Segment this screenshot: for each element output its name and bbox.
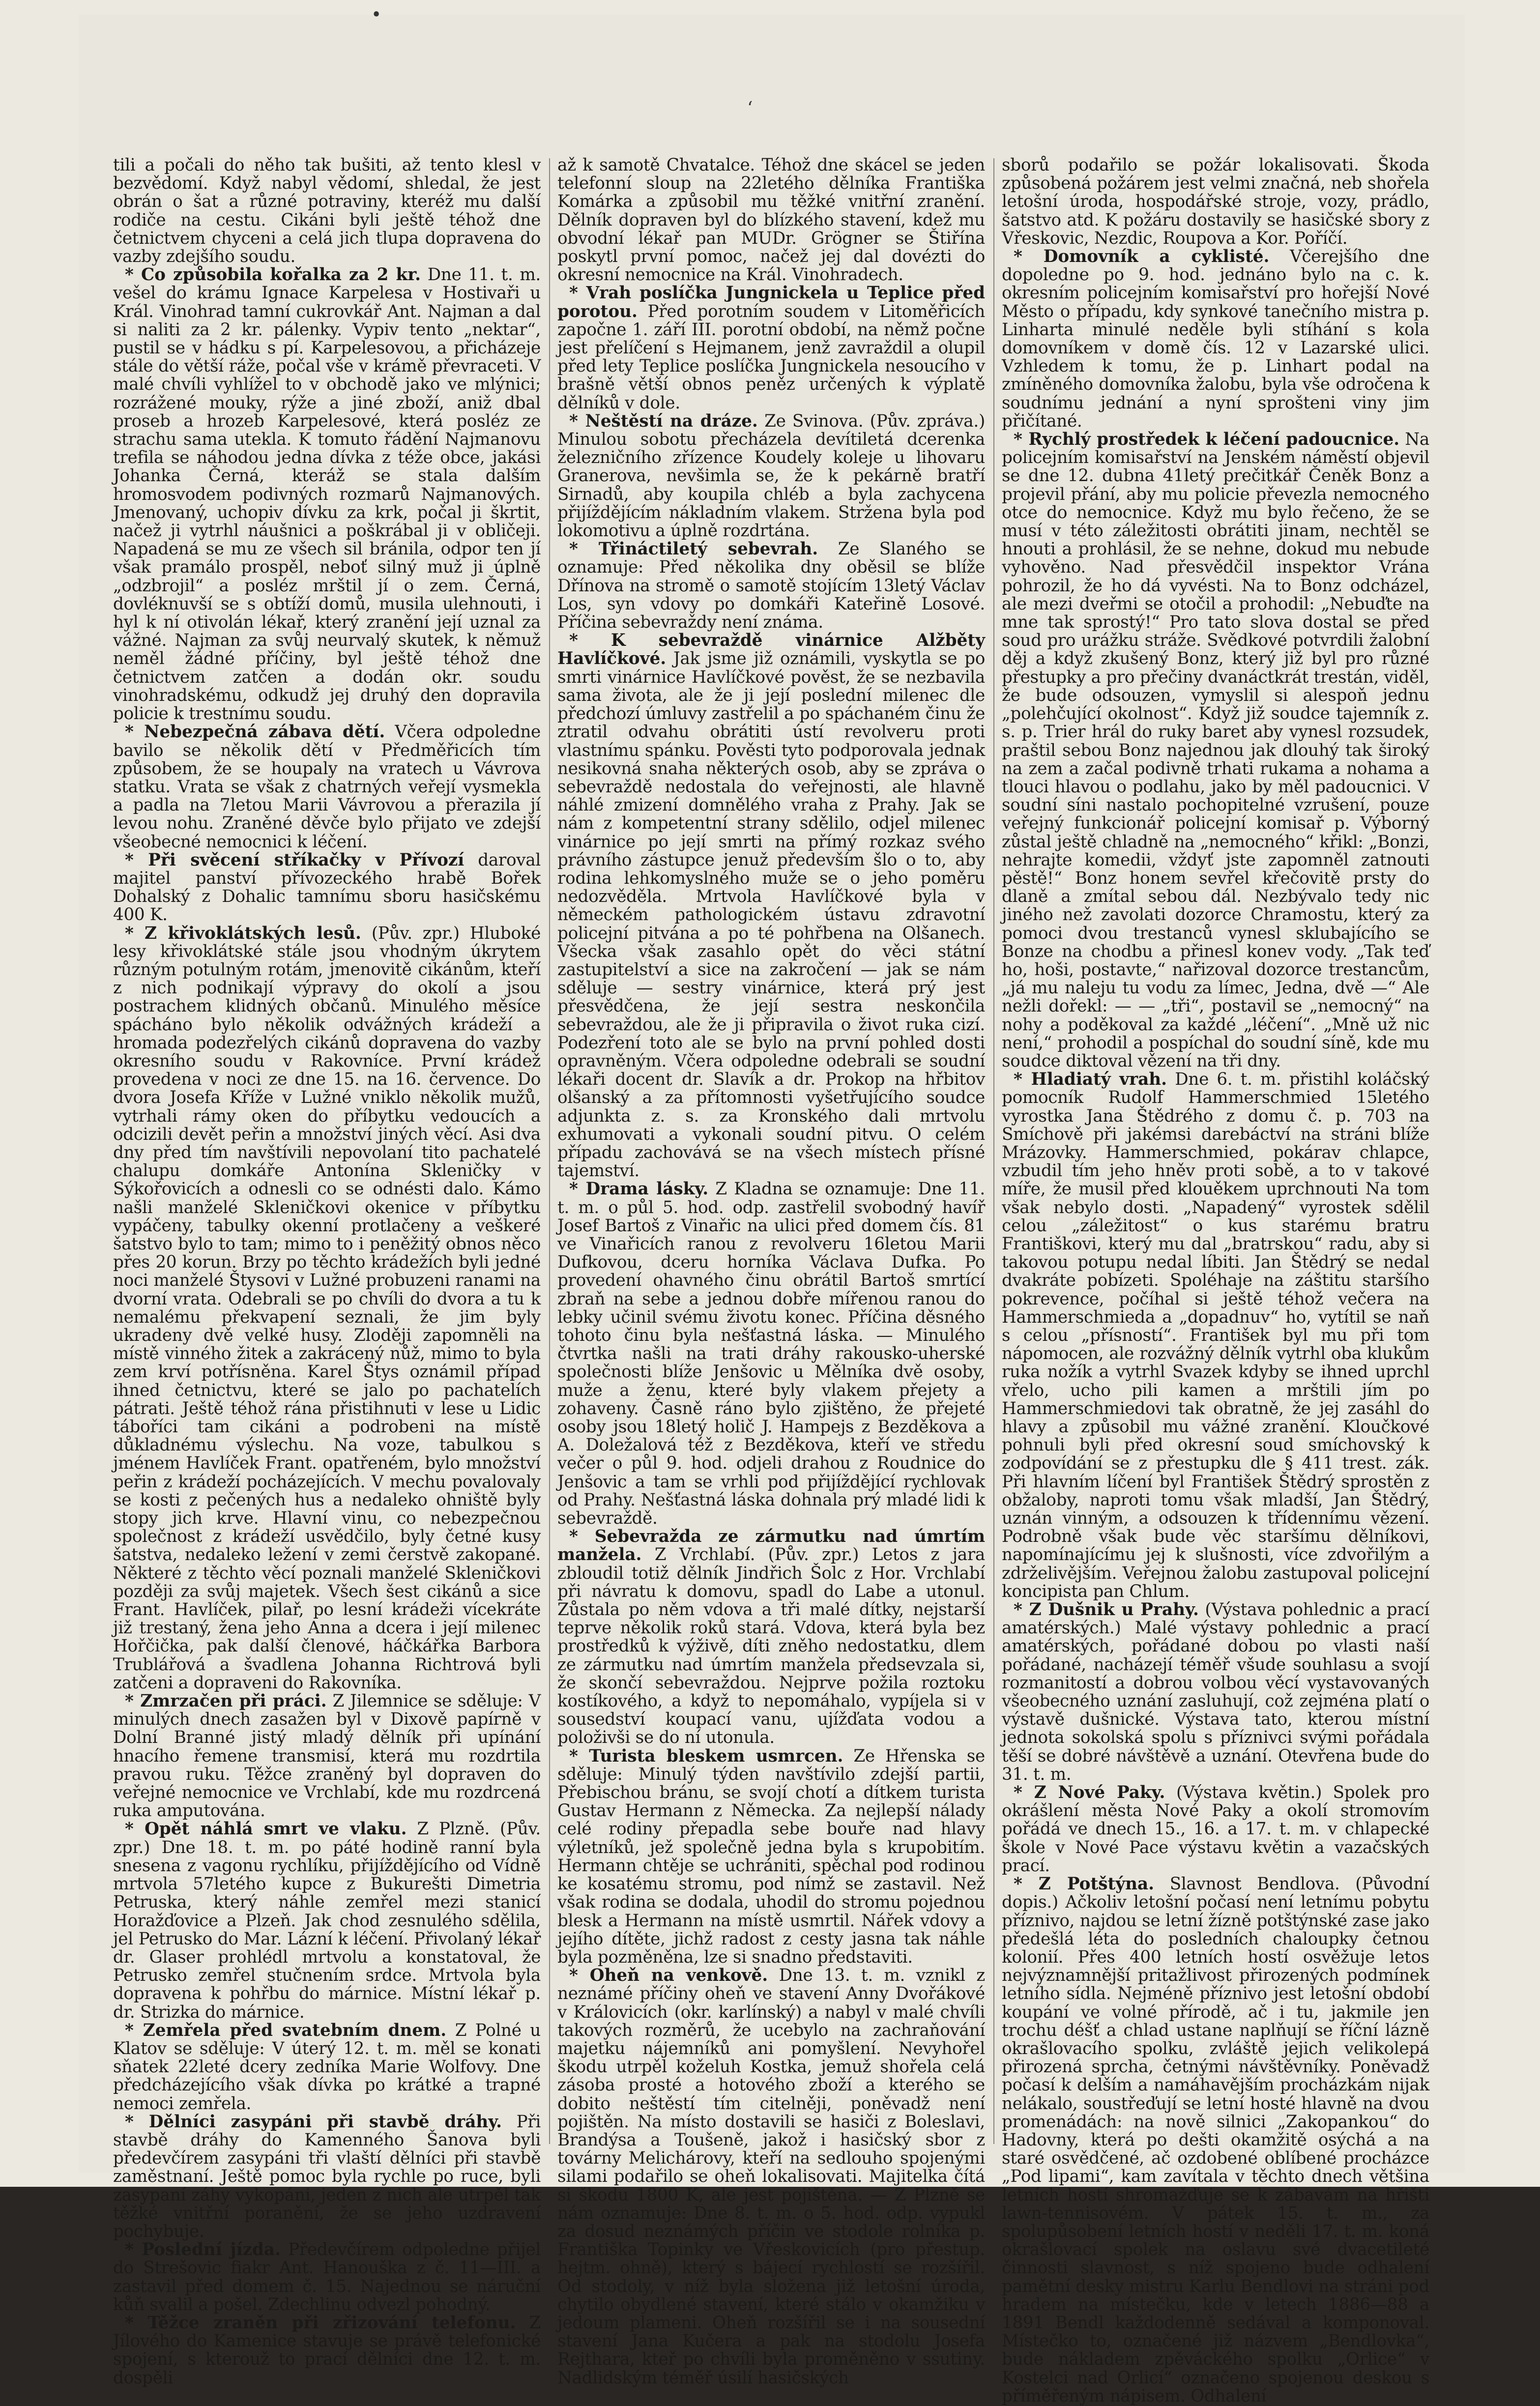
news-text: Včerejšího dne dopoledne po 9. hod. jednáno bylo na c. k. okresním policejním komisařství pro hořejší Nové Město o případu, kdy synkové tanečního mistra p. Linharta minulé neděle byli stíhání s kola domovníkem v domě čís. 12 v Lazarské ulici. Vzhledem k tomu, že p. Linhart podal na zmíněného domovníka žalobu, byla vše odročena k soudnímu jednání a nyní sprošteni viny jim přičítané. <box>1002 247 1429 431</box>
news-item <box>557 1967 985 2387</box>
news-item <box>113 1692 541 1820</box>
news-text: Z Kladna se oznamuje: Dne 11. t. m. o půl 5. hod. odp. zastřelil svobodný havíř Josef Bartoš z Vinařic na ulici před domem čís. 81 ve Vinařicích ranou z revolveru 16letou Marii Dufkovou, dceru horníka Václava Dufka. Po provedení ohavného činu obrátil Bartoš smrtící zbraň na sebe a jednou dobře mířenou ranou do lebky učinil svému životu konec. Příčina děsného tohoto činu byla nešťastná láska. — Minulého čtvrtka našli na trati dráhy rakousko-uherské společnosti blíže Jenšovic u Mělníka dvě osoby, muže a ženu, které byly vlakem přejety a zohaveny. Časně ráno bylo zjištěno, že přejeté osoby jsou 18letý holič J. Hampejs z Bezděkova a A. Doležalová též z Bezděkova, kteří ve středu večer o půl 9. hod. odjeli drahou z Roudnice do Jenšovic a tam se vrhli pod přijíždějící rychlovak od Prahy. Nešťastná láska dohnala prý mladé lidi k sebevraždě. <box>557 1179 985 1529</box>
news-item <box>113 2314 541 2387</box>
news-headline: * K sebevraždě vinárnice Alžběty Havlíčkové. <box>557 631 985 669</box>
news-text: Ze Hřenska se sděluje: Minulý týden navštívilo zdejší partii, Přebischou bránu, se svojí chotí a dítkem turista Gustav Hermann z Německa. Za nejlepší nálady celé rodiny přepadla sebe bouře nad hlavy výletníků, jež společně jedna byla s krupobitím. Hermann chtěje se uchrániti, spěchal pod rodinou ke kosatému stromu, pod nímž se zastavil. Než však rodina se dodala, uhodil do stromu pojednou blesk a Hermann na místě usmrtil. Nářek vdovy a jejího dítěte, jichž radost z cesty jasna tak náhle byla pozměněna, lze si snadno představiti. <box>557 1746 985 1967</box>
news-text: Před porotním soudem v Litoměřicích započne 1. září III. porotní období, na němž počne jest přelíčení s Hejmanem, jenž zavraždil a olupil před lety Teplice poslíčka Jungnickela nesoucího v brašně větší obnos peněz určených k výplatě dělníků v dole. <box>557 301 985 413</box>
news-headline: * Oheň na venkově. <box>569 1966 768 1986</box>
news-item <box>113 2022 541 2113</box>
news-item <box>557 156 985 284</box>
news-text: Včera odpoledne bavilo se několik dětí v Předměřicích tím způsobem, že se houpaly na vratech u Vávrova statku. Vrata se však z chatrných veřejí vysmekla a padla na 7letou Marii Vávrovou a přerazila jí levou nohu. Zraněné děvče bylo přijato ve zdejší všeobecné nemocnici k léčení. <box>113 722 541 852</box>
news-item <box>113 2241 541 2314</box>
news-headline: * Z Nové Paky. <box>1014 1783 1165 1803</box>
news-headline: * Domovník a cyklisté. <box>1014 247 1270 267</box>
news-item <box>557 540 985 632</box>
news-headline: * Z Potštýna. <box>1014 1874 1155 1894</box>
news-item <box>557 632 985 1180</box>
news-headline: * Nebezpečná zábava dětí. <box>125 722 385 742</box>
news-text: Z Jilemnice se sděluje: V minulých dnech zasažen byl v Dixově papírně v Dolní Branné jistý mladý dělník při upínání hnacího řemene transmisí, která mu rozdrtila pravou ruku. Těžce zraněný byl dopraven do veřejné nemocnice ve Vrchlabí, kde mu rozdrcená ruka amputována. <box>113 1691 541 1821</box>
news-item <box>557 1747 985 1967</box>
news-item <box>557 284 985 412</box>
news-item <box>1002 1071 1429 1601</box>
news-headline: * Rychlý prostředek k léčení padoucnice. <box>1014 430 1400 450</box>
news-item <box>557 1180 985 1528</box>
news-headline: * Z Dušnik u Prahy. <box>1014 1600 1199 1620</box>
news-headline: * Zmrzačen při práci. <box>125 1691 327 1711</box>
news-text: daroval majitel panství přívozeckého hrabě Bořek Dohalský z Dohalic tamnímu sboru hasičskému 400 K. <box>113 850 541 925</box>
news-headline: * Třináctiletý sebevrah. <box>569 539 818 559</box>
news-item <box>113 1820 541 2021</box>
news-item <box>557 412 985 540</box>
news-item <box>1002 1875 1429 2406</box>
news-headline: * Těžce zraněn při zřizování telefonu. <box>125 2313 516 2333</box>
news-text: Ze Svinova. (Pův. zpráva.) Minulou sobotu přecházela devítiletá dcerenka železničního zřízence Koudely koleje u lihovaru Granerova, nevšimla se, že k pekárně bratří Sirnadů, aby koupila chléb a byla zachycena přijíždějícím nákladním vlakem. Stržena byla pod lokomotivu a úplně rozdrtána. <box>557 411 985 541</box>
news-text: Dne 6. t. m. přistihl koláčský pomocník Rudolf Hammerschmied 15letého vyrostka Jana Štědrého z domu č. p. 703 na Smíchově při jakémsi darebáctví na stráni blíže Mrázovky. Hammerschmied, pokárav chlapce, vzbudil tím jeho hněv proti sobě, a to v takové míře, že musil před klouěkem uprchnouti Na tom však nebylo dosti. „Napadený“ vyrostek sdělil celou „záležitost“ o kus starému bratru Františkovi, který mu dal „bratrskou“ radu, aby si takovou potupu nedal líbiti. Jan Štědrý se nedal dvakráte pobízeti. Spoléhaje na záštitu staršího pokrevence, počíhal si ještě téhož večera na Hammerschmieda a „dopadnuv“ ho, vytítil se naň s celou „přísností“. František byl mu při tom nápomocen, ale rozvážný dělník vytrhl oba klukům ruka nožík a vytrhl Svazek kdyby se ihned uprchl vřelo, ucho pili kamen a mrštili jím po Hammerschmiedovi tak obratně, že jej zasáhl do hlavy a způsobil mu vážné zranění. Kloučkové pohnuli byli před okresní soud smíchovský k zodpovídání se z přestupku dle § 411 trest. zák. Při hlavním líčení byl František Štědrý sprostěn z obžaloby, naproti tomu však mladší, Jan Štědrý, uznán vinným, a odsouzen k třídennímu vězení. Podrobně však bude věc staršímu dělníkovi, napomínajícímu jej k slušnosti, více zdvořilým a zdrželivějším. Veřejnou žalobu zastupoval policejní koncipista pan Chlum. <box>1002 1070 1429 1601</box>
news-item <box>113 2113 541 2241</box>
news-text: Slavnost Bendlova. (Původní dopis.) Ačkoliv letošní počasí není letnímu pobytu příznivo, najdou se letní žízně potštýnské zase jako předešlá léta do posledních chaloupky četnou kolonií. Přes 400 letních hostí osvěžuje letos nejvýznamnější pritažlivost přirozených podmínek letního sídla. Nejméně příznivo jest letošní období koupání ve volné přírodě, ač i tu, jakmile jen trochu déšť a chlad ustane naplňují se říční lázně okrašlovacího spolku, zvláště jejich velikolepá přirozená sprcha, četnými návštěvníky. Poněvadž počasí k delším a namáhavějším procházkám nijak nelákalo, soustřeďují se letní hosté hlavně na dvou promenádách: na nově silnici „Zakopankou“ do Hadovny, která po dešti okamžitě osýchá a na staré osvědčené, ač ozdobené oblíbené procházce „Pod lipami“, kam zavítala v těchto dnech většina letních hostí shromažďuje se k zábavám na hřišti lawn-tennisovém. V pátek 15. t. m., za spolupůsobení letních hostí v neděli 17. t. m. koná okrašlovací spolek na oslavu své dvacetileté činnosti slavnost, s níž spojeno bude odhalení pamětní desky mistru Karlu Bendlovi na stráni pod hradem na místečku, kde v letech 1886—88 a 1891 Bendl každodenně sedával a komponoval. Místečko to, označené již názvem „Bendlovka“, bude nákladem zpěváckého spolku „Orlice“ v Kostelci nad Orlicí“ označeno spojenou deskou s příměřeným nápisem. Odhalení <box>1002 1874 1429 2406</box>
news-column-3 <box>1002 155 1429 2406</box>
news-item <box>1002 431 1429 1071</box>
news-text: sborů podařilo se požár lokalisovati. Škoda způsobená požárem jest velmi značná, neb shořela letošní úroda, hospodářské stroje, vozy, prádlo, šatstvo atd. K požáru dostavily se hasičské sbory z Vřeskovic, Nezdic, Roupova a Kor. Poříčí. <box>1002 155 1429 248</box>
news-item <box>1002 156 1429 248</box>
news-headline: * Sebevražda ze zármutku nad úmrtím manžela. <box>557 1527 985 1565</box>
print-mark: ‘ <box>747 98 753 118</box>
news-text: tili a počali do něho tak bušiti, až tento klesl v bezvědomí. Když nabyl vědomí, shledal, že jest obrán o šat a různé potraviny, kteréž mu další rodiče na cestu. Cikáni byli ještě téhož dne četnictvem chyceni a celá jich tlupa dopravena do vazby zdejšího soudu. <box>113 155 541 267</box>
news-text: Dne 11. t. m. vešel do krámu Ignace Karpelesa v Hostivaři u Král. Vinohrad tamní cukrovkář Ant. Najman a dal si naliti za 2 kr. pálenky. Vypiv tento „nektar“, pustil se v hádku s pí. Karpelesovou, a přicházeje stále do větší ráže, počal vše v krámě převraceti. V malé chvíli vyhlížel to v obchodě jako ve mlýnici; rozrážené mouky, rýže a jiné zboží, aniž dbal proseb a hrozeb Karpelesové, která posléz ze strachu sama utekla. K tomuto řádění Najmanovu trefila se náhodou jedna dívka z téže obce, jakási Johanka Černá, kteráž se stala dalším hromosvodem podivných rozmarů Najmanových. Jmenovaný, uchopiv dívku za krk, počal ji škrtit, načež ji vytrhl náušnici a poškrábal ji v obličeji. Napadená se mu ze všech sil bránila, odpor ten jí však pramálo prospěl, neboť silný muž ji úplně „odzbrojil“ a posléz mrštil jí o zem. Černá, dovléknuvší se s obtíží domů, musila ulehnouti, i hyl k ní otivolán lékař, který zranění její uznal za vážné. Najman za svůj neurvalý skutek, k němuž neměl žádné příčiny, byl ještě téhož dne četnictvem zatčen a dodán okr. soudu vinohradskému, odkudž jej druhý den dopravila policie k trestnímu soudu. <box>113 265 541 724</box>
news-headline: * Poslední jízda. <box>125 2240 281 2260</box>
news-text: Předevčírem odpoledne přijel do Strešovic fiakr Ant. Hanouška z č. 11—III. a zastavil před domem č. 15. Najednou se náruční kůň svalil a pošel. Zdechlinu odvezl pohodný. <box>113 2240 541 2315</box>
news-text: Z Jílového do Kamenice stavuje se právě telefonické spojení, s kterouž to prací dělníci dne 12. t. m. dospěli <box>113 2313 541 2388</box>
news-headline: * Turista bleskem usmrcen. <box>569 1746 843 1766</box>
news-text: Dne 13. t. m. vznikl z neznámé příčiny oheň ve stavení Anny Dvořákové v Královicích (okr. karlínský) a nabyl v malé chvíli takových rozměrů, že ucebylo na zachraňování majetku nájemníků ani pomyšlení. Nevyhořel škodu utrpěl koželuh Kostka, jemuž shořela celá zásoba prosté a hotového zboží a kterého se dobito neštěstí tím citelněji, poněvadž není pojištěn. Na místo dostavili se hasiči z Boleslavi, Brandýsa a Toušeně, jakož i hasičský sbor z továrny Melichárovy, kteří na sedlouho spojenými silami podařilo se oheň lokalisovati. Majitelka čítá si škodu 1800 K, ale jest pojištěna. — Z Plzně se nám oznamuje: Dne 8. t. m. o 5. hod. odp. vypukl za dosud neznámých příčin ve stodole rolníka p. Františka Topinky ve Vřeskovicích (pro přestup. hejtm. ohně), který s bájecí rychlostí se rozšířil. Od stodoly, v níž byla složena již letošní úroda, chytilo obydlené stavení, které stálo v okamžiku v jedoum plameni. Oheň rozšířil se i na sousední stavení Jana Kučera a pak na stodolu Josefa Rejthara, kteř po chvíli byla proměněno v ssutiny. Nadlidským téměř úsilí hasičských <box>557 1966 985 2388</box>
news-item <box>1002 1601 1429 1784</box>
news-headline: * Vrah poslíčka Jungnickela u Teplice před porotou. <box>557 283 985 321</box>
news-item <box>113 723 541 851</box>
news-column-2 <box>557 155 986 2388</box>
news-headline: * Zemřela před svatebním dnem. <box>125 2020 447 2040</box>
news-text: Jak jsme již oznámili, vyskytla se po smrti vinárnice Havlíčkové pověst, že se nezbavila sama života, ale že ji její poslední milenec dle předchozí úmluvy zastřelil a po spáchaném činu že ztratil odvahu obrátiti ústí revolveru proti vlastnímu spánku. Pověsti tyto podporovala jednak nesikovná snaha některých osob, aby se zpráva o sebevraždě nedostala do veřejnosti, ale hlavně náhlé zmizení domnělého vraha z Prahy. Jak se nám z kompetentní strany sdělilo, odjel milenec vinárnice po její smrti na přímý rozkaz svého právního zástupce jenuž především šlo o to, aby rodina lehkomyslného muže se o jeho poměru nedozvěděla. Mrtvola Havlíčkové byla v německém pathologickém ústavu zdravotní policejní pitvána a po té pohřbena na Olšanech. Všecka však zasahlo opět do věci státní zastupitelství a sice na zakročení — jak se nám sděluje — sestry vinárnice, která prý jest přesvědčena, že její sestra neskončila sebevraždou, ale že ji připravila o život ruka cizí. Podezření toto ale se bylo na první pohled dosti opravněným. Včera odpoledne odebrali se soudní lékaři docent dr. Slavík a dr. Prokop na hřbitov olšanský a za přítomnosti vyšetřujícího soudce adjunkta z. s. za Kronského dali mrtvolu exhumovati a vykonali soudní pitvu. O celém případu zachovává se na všech místech přísné tajemství. <box>557 649 985 1181</box>
news-item <box>113 925 541 1693</box>
news-headline: * Při svěcení stříkačky v Přívozí <box>125 850 465 870</box>
news-text: Ze Slaného se oznamuje: Před několika dny oběsil se blíže Dřínova na stromě o samotě stojícím 13letý Václav Los, syn vdovy po domkáři Kateřině Losové. Příčina sebevraždy není známa. <box>557 539 985 633</box>
news-text: (Výstava pohlednic a prací amatérských.) Malé výstavy pohlednic a prací amatérských, pořádané dobou po vlasti naší pořádané, nacházejí téměř všude souhlasu a svojí rozmanitostí a dobrou volbou věcí vystavovaných všeobecného uznání zasluhují, což zejména platí o výstavě dušnické. Výstava tato, kterou místní jednota sokolská spolu s příznivci svými pořádala těší se dobré návštěvě a uznání. Otevřena bude do 31. t. m. <box>1002 1600 1429 1784</box>
news-text: Z Vrchlabí. (Pův. zpr.) Letos z jara zbloudil totiž dělník Jindřich Šolc z Hor. Vrchlabí při návratu k domovu, spadl do Labe a utonul. Zůstala po něm vdova a tři malé dítky, nejstarší teprve několik roků stará. Vdova, která byla bez prostředků k výživě, díti zněho nedostatku, dlem ze zármutku nad úmrtím manžela předsevzala si, že skončí sebevraždou. Nejprve požila roztoku kostíkového, a když to nepomáhalo, vypíjela si v sousedství koupací vanu, ujížďata vodou a položivši se do ní utonula. <box>557 1545 986 1748</box>
news-text: Z Polné u Klatov se sděluje: V úterý 12. t. m. měl se konati sňatek 22leté dcery zedníka Marie Wolfovy. Dne předcházejícího však dívka po krátké a trapné nemoci zemřela. <box>113 2020 541 2114</box>
article-columns <box>113 155 1430 2406</box>
news-column-1 <box>113 155 541 2388</box>
news-text: (Výstava květin.) Spolek pro okrášlení města Nové Paky a okolí stromovím pořádá ve dnech 15., 16. a 17. t. m. v chlapecké škole v Nové Pace výstavu květin a vazačských prací. <box>1002 1783 1429 1876</box>
news-headline: * Co způsobila kořalka za 2 kr. <box>125 265 421 285</box>
news-text: až k samotě Chvatalce. Téhož dne skácel se jeden telefonní sloup na 22letého dělníka Františka Komárka a způsobil mu těžké vnitřní zranění. Dělník dopraven byl do blízkého stavení, kdež mu obvodní lékař pan MUDr. Grögner se Štiřína poskytl první pomoc, načež jej dal dovézti do okresní nemocnice na Král. Vinohradech. <box>557 155 985 285</box>
news-headline: * Neštěstí na dráze. <box>569 411 758 431</box>
news-item <box>1002 1784 1429 1875</box>
news-headline: * Z křivoklátských lesů. <box>125 923 361 943</box>
news-headline: * Dělníci zasypáni při stavbě dráhy. <box>125 2112 502 2132</box>
news-text: Na policejním komisařství na Jenském náměstí objevil se dne 12. dubna 41letý prečitkář Čeněk Bonz a projevil přání, aby mu policie převezla nemocného otce do nemocnice. Když mu bylo řečeno, že se musí v této záležitosti obrátiti jinam, nechtěl se hnouti a prohlásil, že se nehne, dokud mu nebude vyhověno. Nad přesvědčil inspektor Vrána pohrozil, že ho dá vyvésti. Na to Bonz odcházel, ale mezi dveřmi se otočil a prohodil: „Nebuďte na mne tak sprostý!“ Pro tato slova dostal se před soud pro urážku stráže. Svědkové potvrdili žalobní děj a když zkušený Bonz, který již byl pro různé přestupky a pro přečiny dvanáctkrát trestán, viděl, že bude odsouzen, vymyslil si alespoň jednu „polehčující okolnost“. Když již soudce tajemník z. s. p. Trier hrál do ruky baret aby vynesl rozsudek, praštil sebou Bonz najednou jak dlouhý tak široký na zem a začal podivně trhati rukama a nohama a tlouci hlavou o podlahu, jako by měl padoucnici. V soudní síni nastalo pochopitelné vzrušení, pouze veřejný funkcionář policejní komisař p. Výborný zůstal ještě chladně na „nemocného“ křikl: „Bonzi, nehrajte komedii, vždyť jste zapomněl zatnouti pěstě!“ Bonz honem sevřel křečovitě prsty do dlaně a zmítal sebou dál. Nezbývalo tedy nic jiného než zavolati dozorce Chramostu, který za pomoci dvou trestanců vynesl sklubajícího se Bonze na chodbu a přinesl konev vody. „Tak teď ho, hoši, postavte,“ nařizoval dozorce trestancům, „já mu naleju tu vodu za límec, Jedna, dvě —“ Ale nežli dořekl: — — „tři“, postavil se „nemocný“ na nohy a poděkoval za každé „léčení“. „Mně už nic není,“ prohodil a pospíchal do soudní síně, kde mu soudce diktoval vězení na tři dny. <box>1002 430 1429 1071</box>
news-text: Z Plzně. (Pův. zpr.) Dne 18. t. m. po páté hodině ranní byla snesena z vagonu rychlíku, přijíždějícího od Vídně mrtvola 57letého kupce z Bukurešti Dimetria Petruska, který náhle zemřel mezi stanicí Horažďovice a Plzeň. Jak chod zesnulého sdělila, jel Petrusko do Mar. Lázní k léčení. Přivolaný lékař dr. Glaser prohlédl mrtvolu a konstatoval, že Petrusko zemřel stučnením srdce. Mrtvola byla dopravena k pohřbu do márnice. Místní lékař p. dr. Strizka do márnice. <box>113 1819 541 2022</box>
news-headline: * Opět náhlá smrt ve vlaku. <box>125 1819 407 1839</box>
news-item <box>1002 248 1429 431</box>
news-text: (Pův. zpr.) Hluboké lesy křivoklátské stále jsou vhodným úkrytem různým potulným rotám, jmenovitě cikánům, kteří z nich podnikají výpravy do okolí a jsou postrachem klidných občanů. Minulého měsíce spácháno bylo několik odvážných krádeží a hromada podezřelých cikánů dopravena do vazby okresního soudu v Rakovníce. První krádež provedena v noci ze dne 15. na 16. července. Do dvora Josefa Kříže v Lužné vniklo několik mužů, vytrhali rámy oken do příbytku vedoucích a odcizili devět peřin a množství jiných věcí. Asi dva dny před tím navštívili nepovolaní tito pachatelé chalupu domkáře Antonína Skleničky v Sýkořovicích a odnesli co se odnésti dalo. Kámo našli manželé Skleničkovi okenice v příbytku vypáčeny, tabulky okenní protlačeny a veškeré šatstvo bylo to tam; mimo to i peněžitý obnos něco přes 20 korun. Brzy po těchto krádežích byli jedné noci manželé Štysovi v Lužné probuzeni ranami na dvorní vrata. Odebrali se po chvíli do dvora a tu k nemalému překvapení seznali, že jim byly ukradeny dvě velké husy. Zloději zapomněli na místě vinného žitek a zakrácený nůž, mimo to byla zem krví potřísněna. Karel Štys oznámil případ ihned četnictvu, které se jalo po pachatelích pátrati. Ještě téhož rána přistihnuti v lese u Lidic táboříci tam cikáni a podrobeni na místě důkladnému výslechu. Na voze, tabulkou s jménem Havlíček Frant. opatřeném, bylo množství peřin z krádeží pocházejících. V mechu povalovaly se kosti z pečených hus a nedaleko ohniště byly stopy jich krve. Hlavní vinu, co nebezpečnou společnost z krádeží usvědčilo, byly četné kusy šatstva, nedaleko ležení v zemi čerstvě zakopané. Některé z těchto věcí poznali manželé Skleničkovi později za svůj majetek. Všech šest cikánů a sice Frant. Havlíček, pilař, po lesní krádeži vícekráte již trestaný, žena jeho Anna a dcera i její milenec Hořčička, pak další členové, háčkářka Barbora Trublářová a švadlena Johanna Richtrová byli zatčeni a dopraveni do Rakovníka. <box>113 923 541 1693</box>
news-item <box>113 851 541 925</box>
print-mark: • <box>371 5 382 25</box>
news-text: Při stavbě dráhy do Kamenného Šanova byli předevčírem zasypáni tři vlaští dělníci při stavbě zaměstnaní. Ještě pomoc byla rychle po ruce, byli zasypaní záhy vykopáni, jeden z nich ale utrpěl tak těžké vnitřní poranění, že se jeho uzdravení pochybuje. <box>113 2112 541 2241</box>
news-headline: * Hladiatý vrah. <box>1014 1070 1167 1090</box>
news-headline: * Drama lásky. <box>569 1179 709 1199</box>
news-item <box>113 266 541 723</box>
news-item <box>557 1528 985 1747</box>
news-item <box>113 156 541 266</box>
